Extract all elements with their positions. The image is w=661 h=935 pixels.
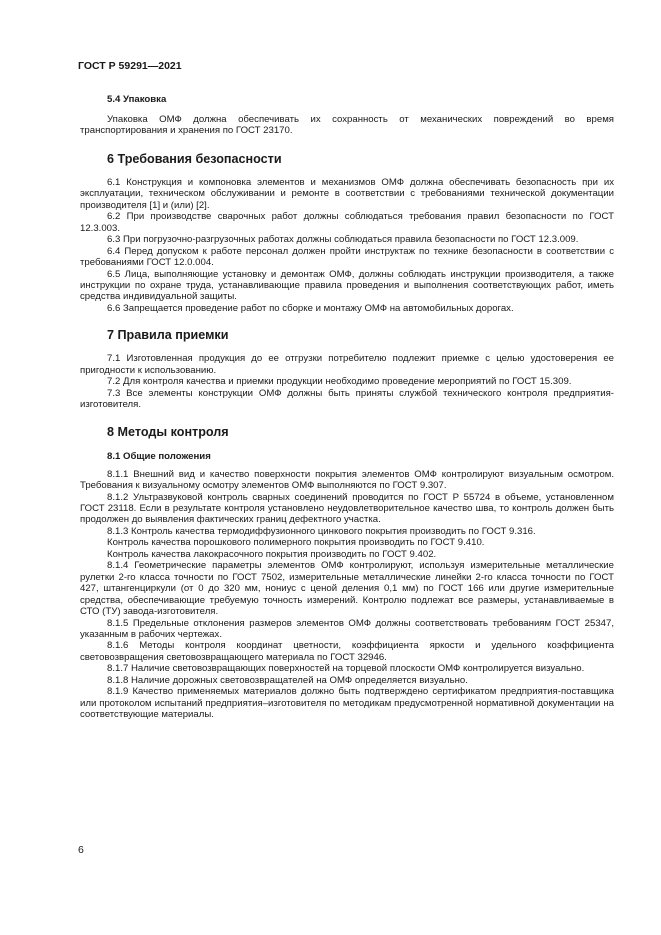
paragraph-8-1-3-paint: Контроль качества лакокрасочного покрытия производить по ГОСТ 9.402. <box>107 548 437 560</box>
paragraph-8-1-1: 8.1.1 Внешний вид и качество поверхности покрытия элементов ОМФ контролируют визуальным осмотром. Требования к визуальному осмотру элементов ОМФ выполняются по ГОСТ 9.307. <box>80 468 614 492</box>
paragraph-8-1-5: 8.1.5 Предельные отклонения размеров элементов ОМФ должны соответствовать требованиям ГОСТ 25347, указанным в рабочих чертежах. <box>80 617 614 640</box>
paragraph-8-1-7: 8.1.7 Наличие световозвращающих поверхностей на торцевой плоскости ОМФ контролируется визуально. <box>107 663 585 675</box>
section-8-heading: 8 Методы контроля <box>107 424 229 439</box>
section-5-4-heading: 5.4 Упаковка <box>107 94 167 105</box>
paragraph-8-1-3-powder: Контроль качества порошкового полимерного покрытия производить по ГОСТ 9.410. <box>107 537 485 549</box>
document-header: ГОСТ Р 59291—2021 <box>78 60 182 72</box>
paragraph-8-1-4: 8.1.4 Геометрические параметры элементов ОМФ контролируют, используя измерительные металлические рулетки 2-го класса точности по ГОСТ 7502, измерительные металлические линейки 2-го класса точности по ГОСТ 427, штангенциркули (от 0 до 320 мм, нониус с ценой деления 0,1 мм) по ГОСТ 166 или другие измерительные средства, обеспечивающие требуемую точность измерений. Контролю подлежат все размеры, устанавливаемые в СТО (ТУ) завода-изготовителя. <box>80 560 614 618</box>
page-body <box>80 93 614 721</box>
paragraph-6-4: 6.4 Перед допуском к работе персонал должен пройти инструктаж по технике безопасности в соответствии с требованиями ГОСТ 12.0.004. <box>80 245 614 269</box>
paragraph-8-1-2: 8.1.2 Ультразвуковой контроль сварных соединений проводится по ГОСТ Р 55724 в объеме, установленном ГОСТ 23118. Если в результате контроля установлено неудовлетворительное качество шва, то контроль должен быть продолжен до выявления фактических границ дефектного участка. <box>80 491 614 526</box>
paragraph-8-1-8: 8.1.8 Наличие дорожных световозвращателей на ОМФ определяется визуально. <box>107 674 468 686</box>
section-8-1-heading: 8.1 Общие положения <box>107 450 211 462</box>
paragraph-6-2: 6.2 При производстве сварочных работ должны соблюдаться требования правил безопасности по ГОСТ 12.3.003. <box>80 211 614 234</box>
paragraph-5-4: Упаковка ОМФ должна обеспечивать их сохранность от механических повреждений во время транспортирования и хранения по ГОСТ 23170. <box>80 114 614 137</box>
paragraph-8-1-3: 8.1.3 Контроль качества термодиффузионного цинкового покрытия производить по ГОСТ 9.316. <box>107 525 536 537</box>
paragraph-7-3: 7.3 Все элементы конструкции ОМФ должны быть приняты службой технического контроля предприятия-изготовителя. <box>80 387 614 411</box>
paragraph-6-1: 6.1 Конструкция и компоновка элементов и механизмов ОМФ должна обеспечивать безопасность при их эксплуатации, техническом обслуживании и ремонте в соответствии с требованиями технической документации производителя [1] и (или) [2]. <box>80 176 614 211</box>
paragraph-6-3: 6.3 При погрузочно-разгрузочных работах должны соблюдаться правила безопасности по ГОСТ 12.3.009. <box>107 234 579 246</box>
section-7-heading: 7 Правила приемки <box>107 328 229 343</box>
paragraph-6-5: 6.5 Лица, выполняющие установку и демонтаж ОМФ, должны соблюдать инструкции производителя, а также инструкции по охране труда, устанавливающие правила проведения и выполнения соответствующих работ, иметь средства индивидуальной защиты. <box>80 268 614 303</box>
paragraph-6-6: 6.6 Запрещается проведение работ по сборке и монтажу ОМФ на автомобильных дорогах. <box>107 302 514 314</box>
paragraph-8-1-9: 8.1.9 Качество применяемых материалов должно быть подтверждено сертификатом предприятия-поставщика или протоколом испытаний предприятия–изготовителя по методикам предусмотренной нормативной документации на соответствующие материалы. <box>80 686 614 721</box>
paragraph-7-1: 7.1 Изготовленная продукция до ее отгрузки потребителю подлежит приемке с целью удостоверения ее пригодности к использованию. <box>80 353 614 376</box>
paragraph-8-1-6: 8.1.6 Методы контроля координат цветности, коэффициента яркости и удельного коэффициента световозвращения световозвращающего материала по ГОСТ 32946. <box>80 640 614 663</box>
page-number: 6 <box>78 844 84 856</box>
section-6-heading: 6 Требования безопасности <box>107 151 282 166</box>
paragraph-7-2: 7.2 Для контроля качества и приемки продукции необходимо проведение мероприятий по ГОСТ 15.309. <box>107 376 572 388</box>
